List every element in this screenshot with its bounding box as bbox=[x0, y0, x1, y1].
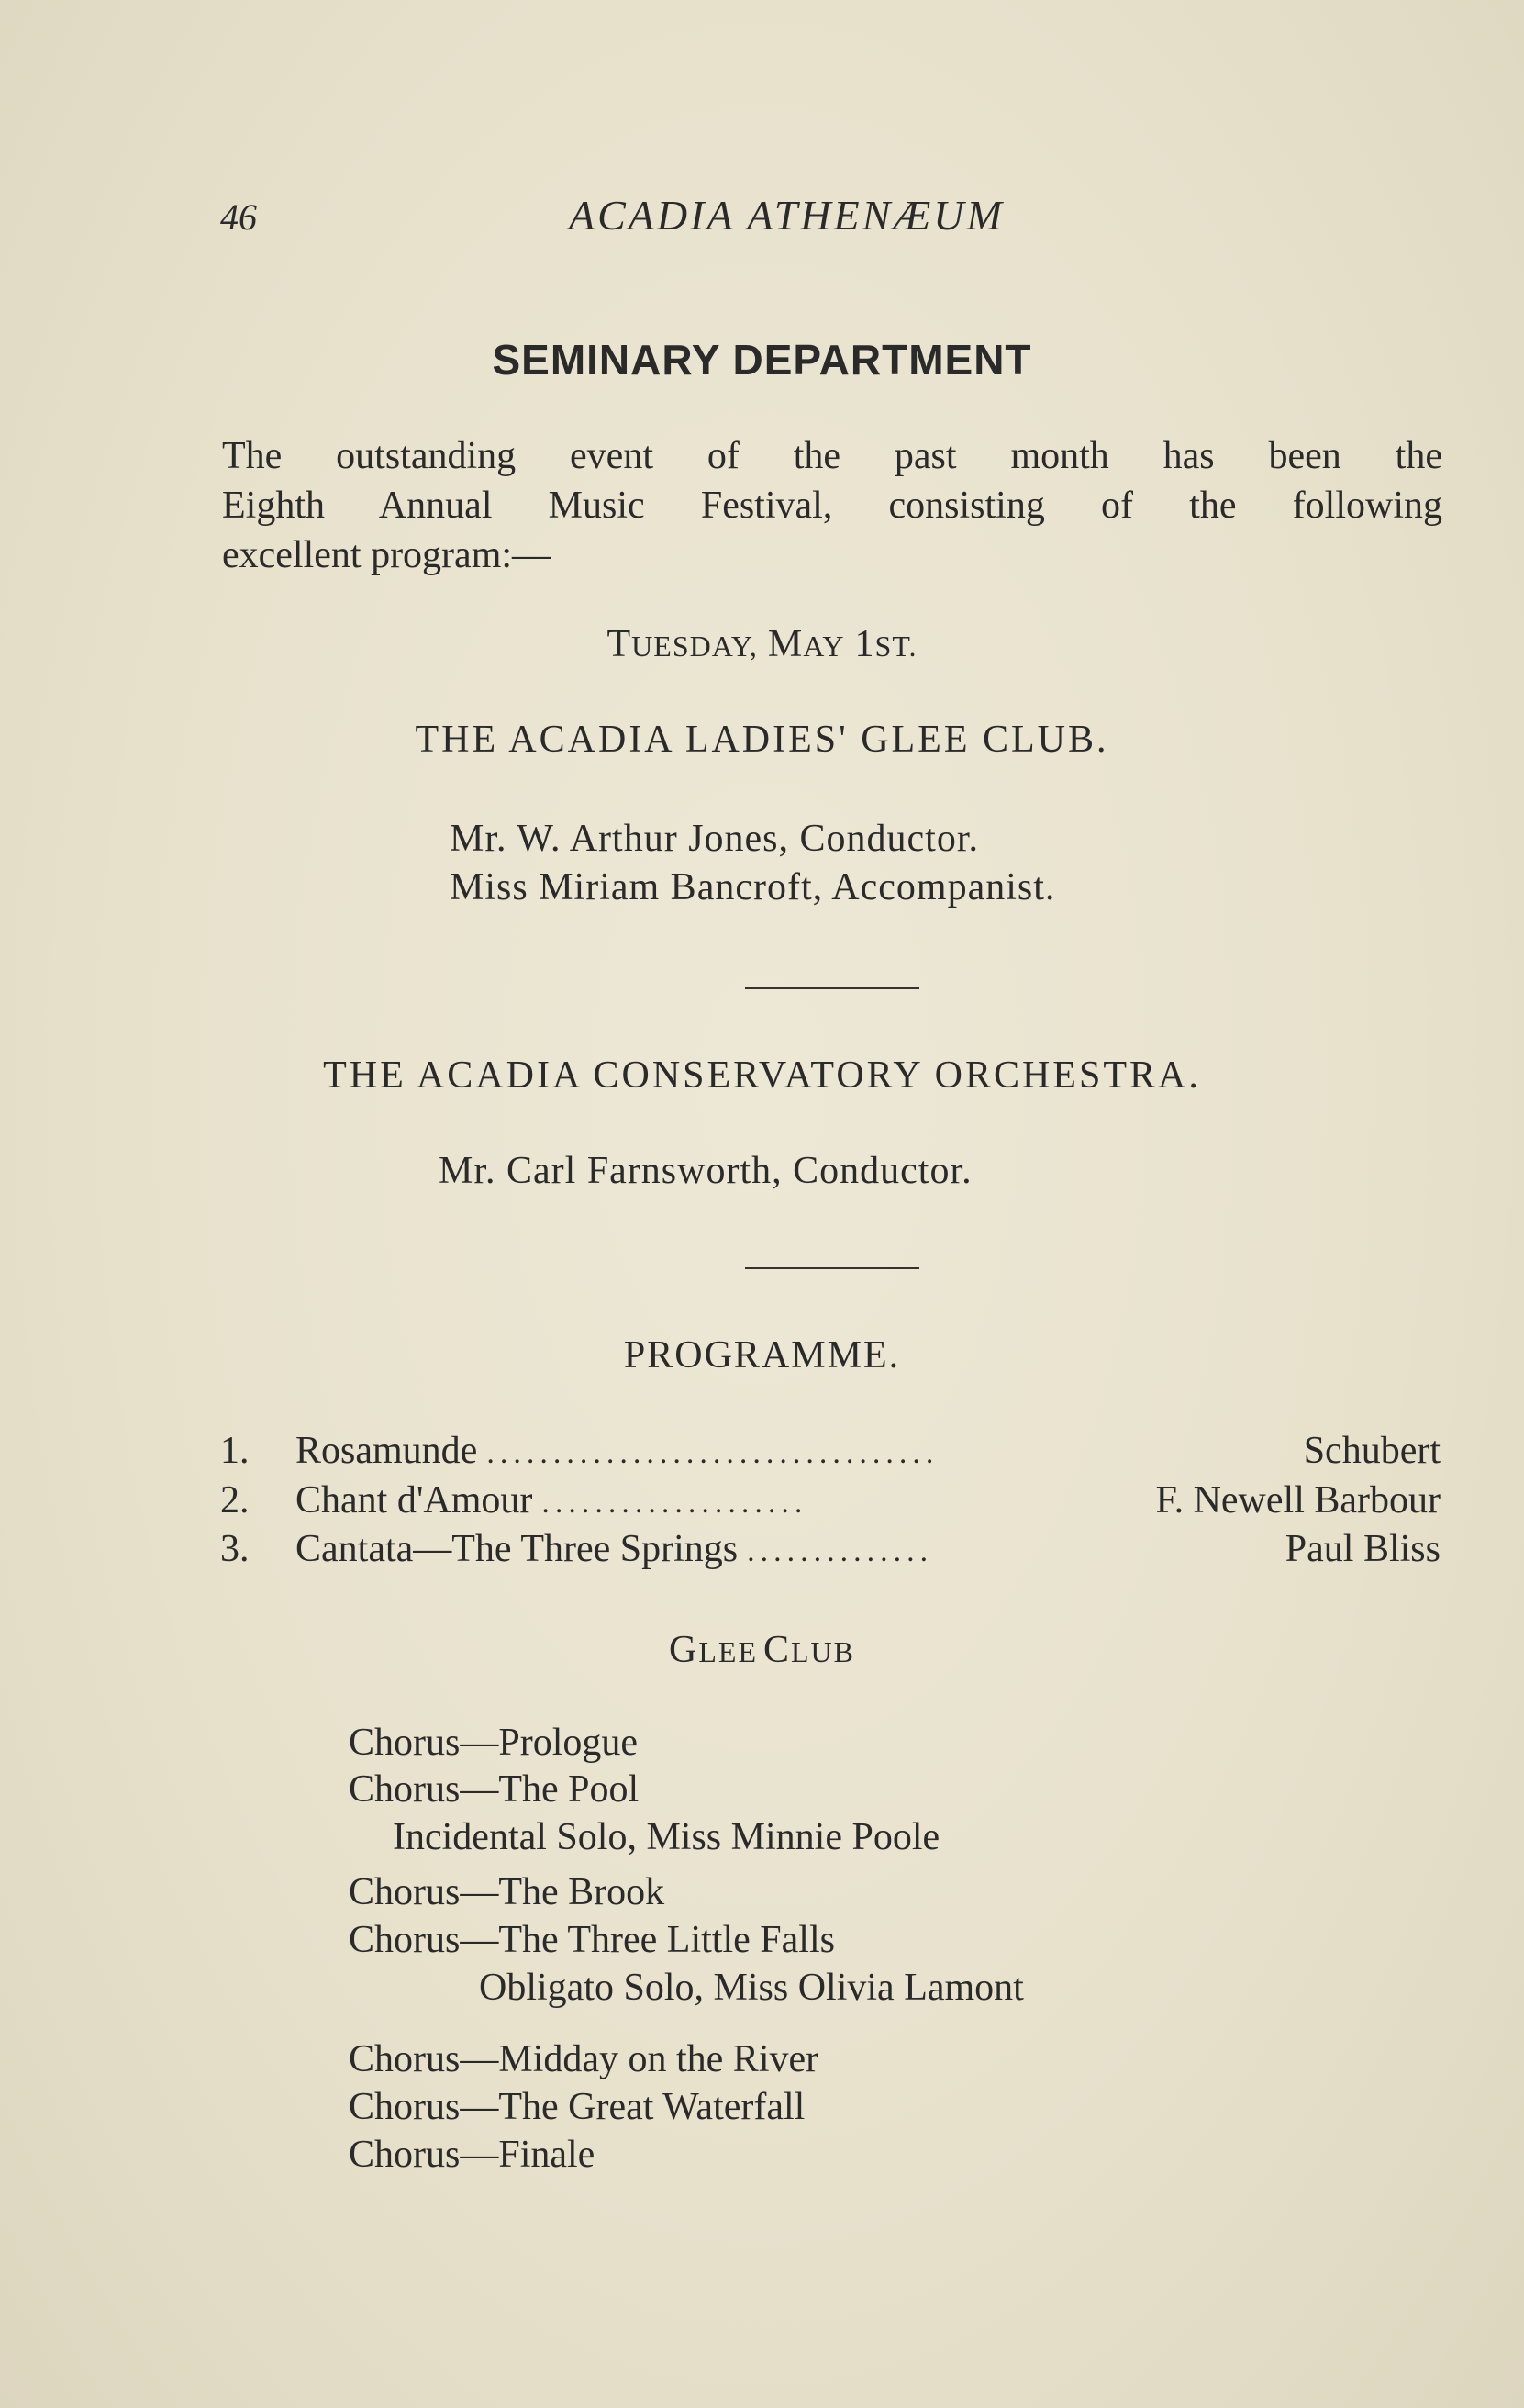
divider-rule bbox=[745, 987, 919, 989]
item-title: Rosamunde bbox=[295, 1430, 478, 1472]
programme-item bbox=[220, 1478, 1441, 1528]
item-composer: F. Newell Barbour bbox=[1155, 1479, 1441, 1522]
item-title: Chant d'Amour bbox=[295, 1479, 533, 1522]
chorus-item: Chorus—The Pool bbox=[349, 1768, 640, 1811]
solo-note: Obligato Solo, Miss Olivia Lamont bbox=[479, 1967, 1024, 2009]
glee-club-conductor: Mr. W. Arthur Jones, Conductor. bbox=[450, 818, 980, 860]
item-composer: Schubert bbox=[1303, 1430, 1441, 1472]
page-number: 46 bbox=[220, 196, 257, 238]
chorus-item: Chorus—The Three Little Falls bbox=[349, 1919, 835, 1961]
divider-rule bbox=[745, 1267, 919, 1269]
chorus-item: Chorus—Prologue bbox=[349, 1722, 638, 1764]
running-head: ACADIA ATHENÆUM bbox=[569, 192, 1005, 239]
orchestra-title: THE ACADIA CONSERVATORY ORCHESTRA. bbox=[323, 1054, 1201, 1097]
item-number: 2. bbox=[220, 1479, 250, 1522]
programme-item bbox=[220, 1527, 1441, 1577]
glee-club-title: THE ACADIA LADIES' GLEE CLUB. bbox=[415, 719, 1109, 761]
programme-title: PROGRAMME. bbox=[623, 1334, 901, 1377]
leader-dots: .................... bbox=[541, 1486, 808, 1520]
glee-club-accompanist: Miss Miriam Bancroft, Accompanist. bbox=[450, 866, 1056, 909]
item-number: 3. bbox=[220, 1528, 250, 1570]
glee-club-subheading: GLEE CLUB bbox=[669, 1629, 855, 1671]
chorus-item: Chorus—Midday on the River bbox=[349, 2038, 819, 2080]
chorus-item: Chorus—The Great Waterfall bbox=[349, 2086, 806, 2128]
leader-dots: .................................. bbox=[486, 1436, 940, 1470]
intro-paragraph bbox=[222, 431, 1442, 580]
solo-note: Incidental Solo, Miss Minnie Poole bbox=[393, 1816, 940, 1858]
chorus-item: Chorus—The Brook bbox=[349, 1871, 665, 1913]
chorus-item: Chorus—Finale bbox=[349, 2134, 595, 2176]
concert-date: TUESDAY, MAY 1ST. bbox=[606, 623, 918, 665]
section-title: SEMINARY DEPARTMENT bbox=[492, 336, 1032, 384]
intro-line: Eighth Annual Music Festival, consisting of the following bbox=[222, 485, 1442, 527]
item-number: 1. bbox=[220, 1430, 250, 1472]
item-composer: Paul Bliss bbox=[1285, 1528, 1441, 1570]
item-title: Cantata—The Three Springs bbox=[295, 1528, 739, 1570]
intro-line: The outstanding event of the past month has been the bbox=[222, 435, 1442, 477]
leader-dots: .............. bbox=[747, 1534, 934, 1568]
programme-item bbox=[220, 1429, 1441, 1478]
orchestra-conductor: Mr. Carl Farnsworth, Conductor. bbox=[439, 1150, 973, 1192]
intro-line: excellent program:— bbox=[222, 534, 551, 576]
